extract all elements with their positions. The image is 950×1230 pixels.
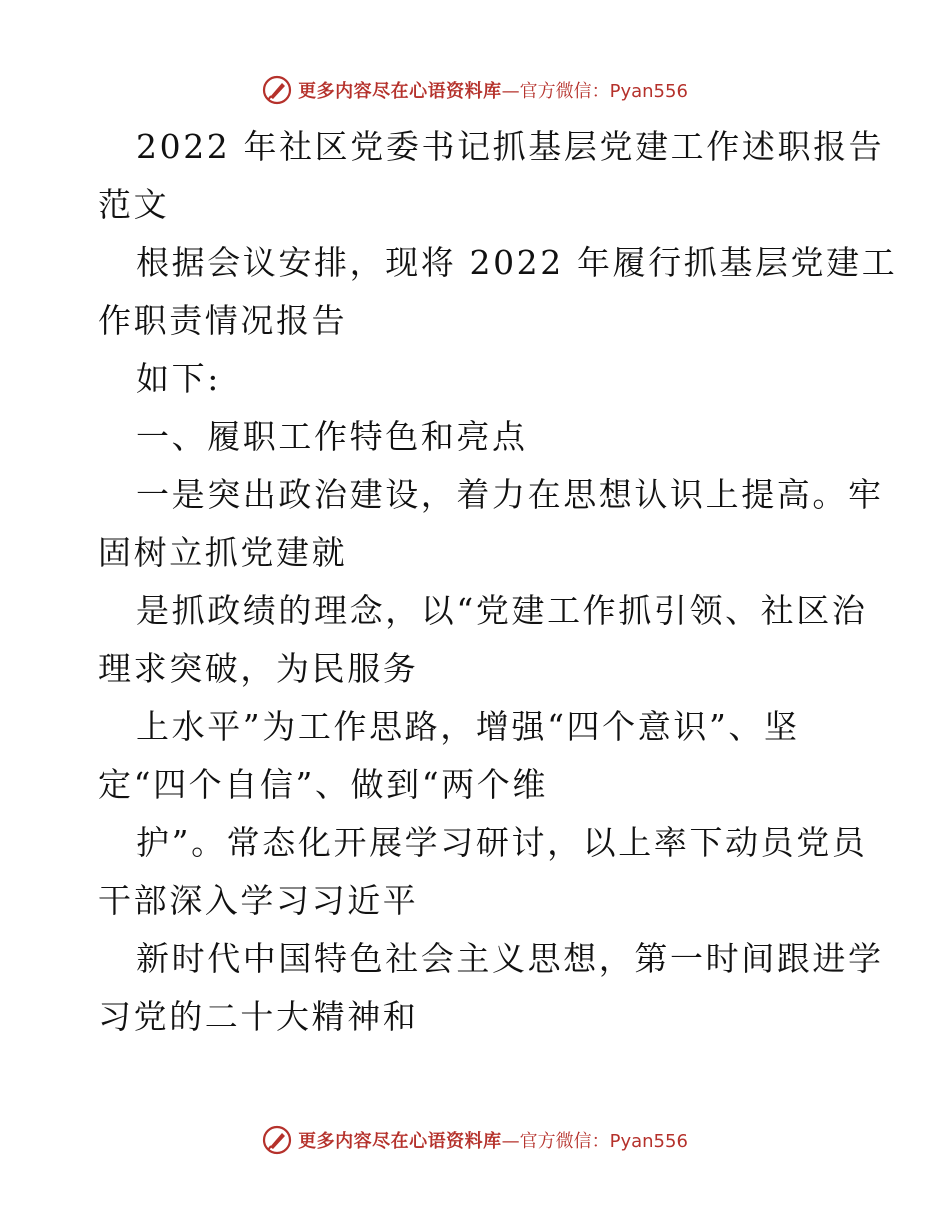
doc-line: 范文 (98, 185, 170, 224)
quill-logo-icon (262, 1125, 292, 1155)
doc-line: 习党的二十大精神和 (98, 997, 419, 1036)
doc-line: 上水平”为工作思路，增强“四个意识”、坚 (136, 707, 800, 746)
doc-line: 是抓政绩的理念，以“党建工作抓引领、社区治 (136, 591, 868, 630)
doc-line: 新时代中国特色社会主义思想，第一时间跟进学 (136, 939, 884, 978)
doc-line: 2022 年社区党委书记抓基层党建工作述职报告 (136, 127, 885, 166)
document-body (98, 118, 898, 1046)
watermark-text: 更多内容尽在心语资料库 (298, 81, 502, 102)
doc-line: 一、履职工作特色和亮点 (136, 417, 528, 456)
doc-line: 作职责情况报告 (98, 301, 348, 340)
header-watermark (0, 70, 950, 110)
doc-line: 根据会议安排，现将 2022 年履行抓基层党建工 (136, 243, 898, 282)
doc-line: 定“四个自信”、做到“两个维 (98, 765, 549, 804)
watermark-text: 更多内容尽在心语资料库 (298, 1131, 502, 1152)
watermark-wechat: —官方微信：Pyan556 (501, 81, 688, 102)
doc-line: 如下: (136, 359, 221, 398)
doc-line: 护”。常态化开展学习研讨，以上率下动员党员 (136, 823, 868, 862)
doc-line: 一是突出政治建设，着力在思想认识上提高。牢 (136, 475, 884, 514)
quill-logo-icon (262, 75, 292, 105)
doc-line: 固树立抓党建就 (98, 533, 348, 572)
footer-watermark (0, 1120, 950, 1160)
doc-line: 理求突破，为民服务 (98, 649, 419, 688)
doc-line: 干部深入学习习近平 (98, 881, 419, 920)
watermark-wechat: —官方微信：Pyan556 (501, 1131, 688, 1152)
